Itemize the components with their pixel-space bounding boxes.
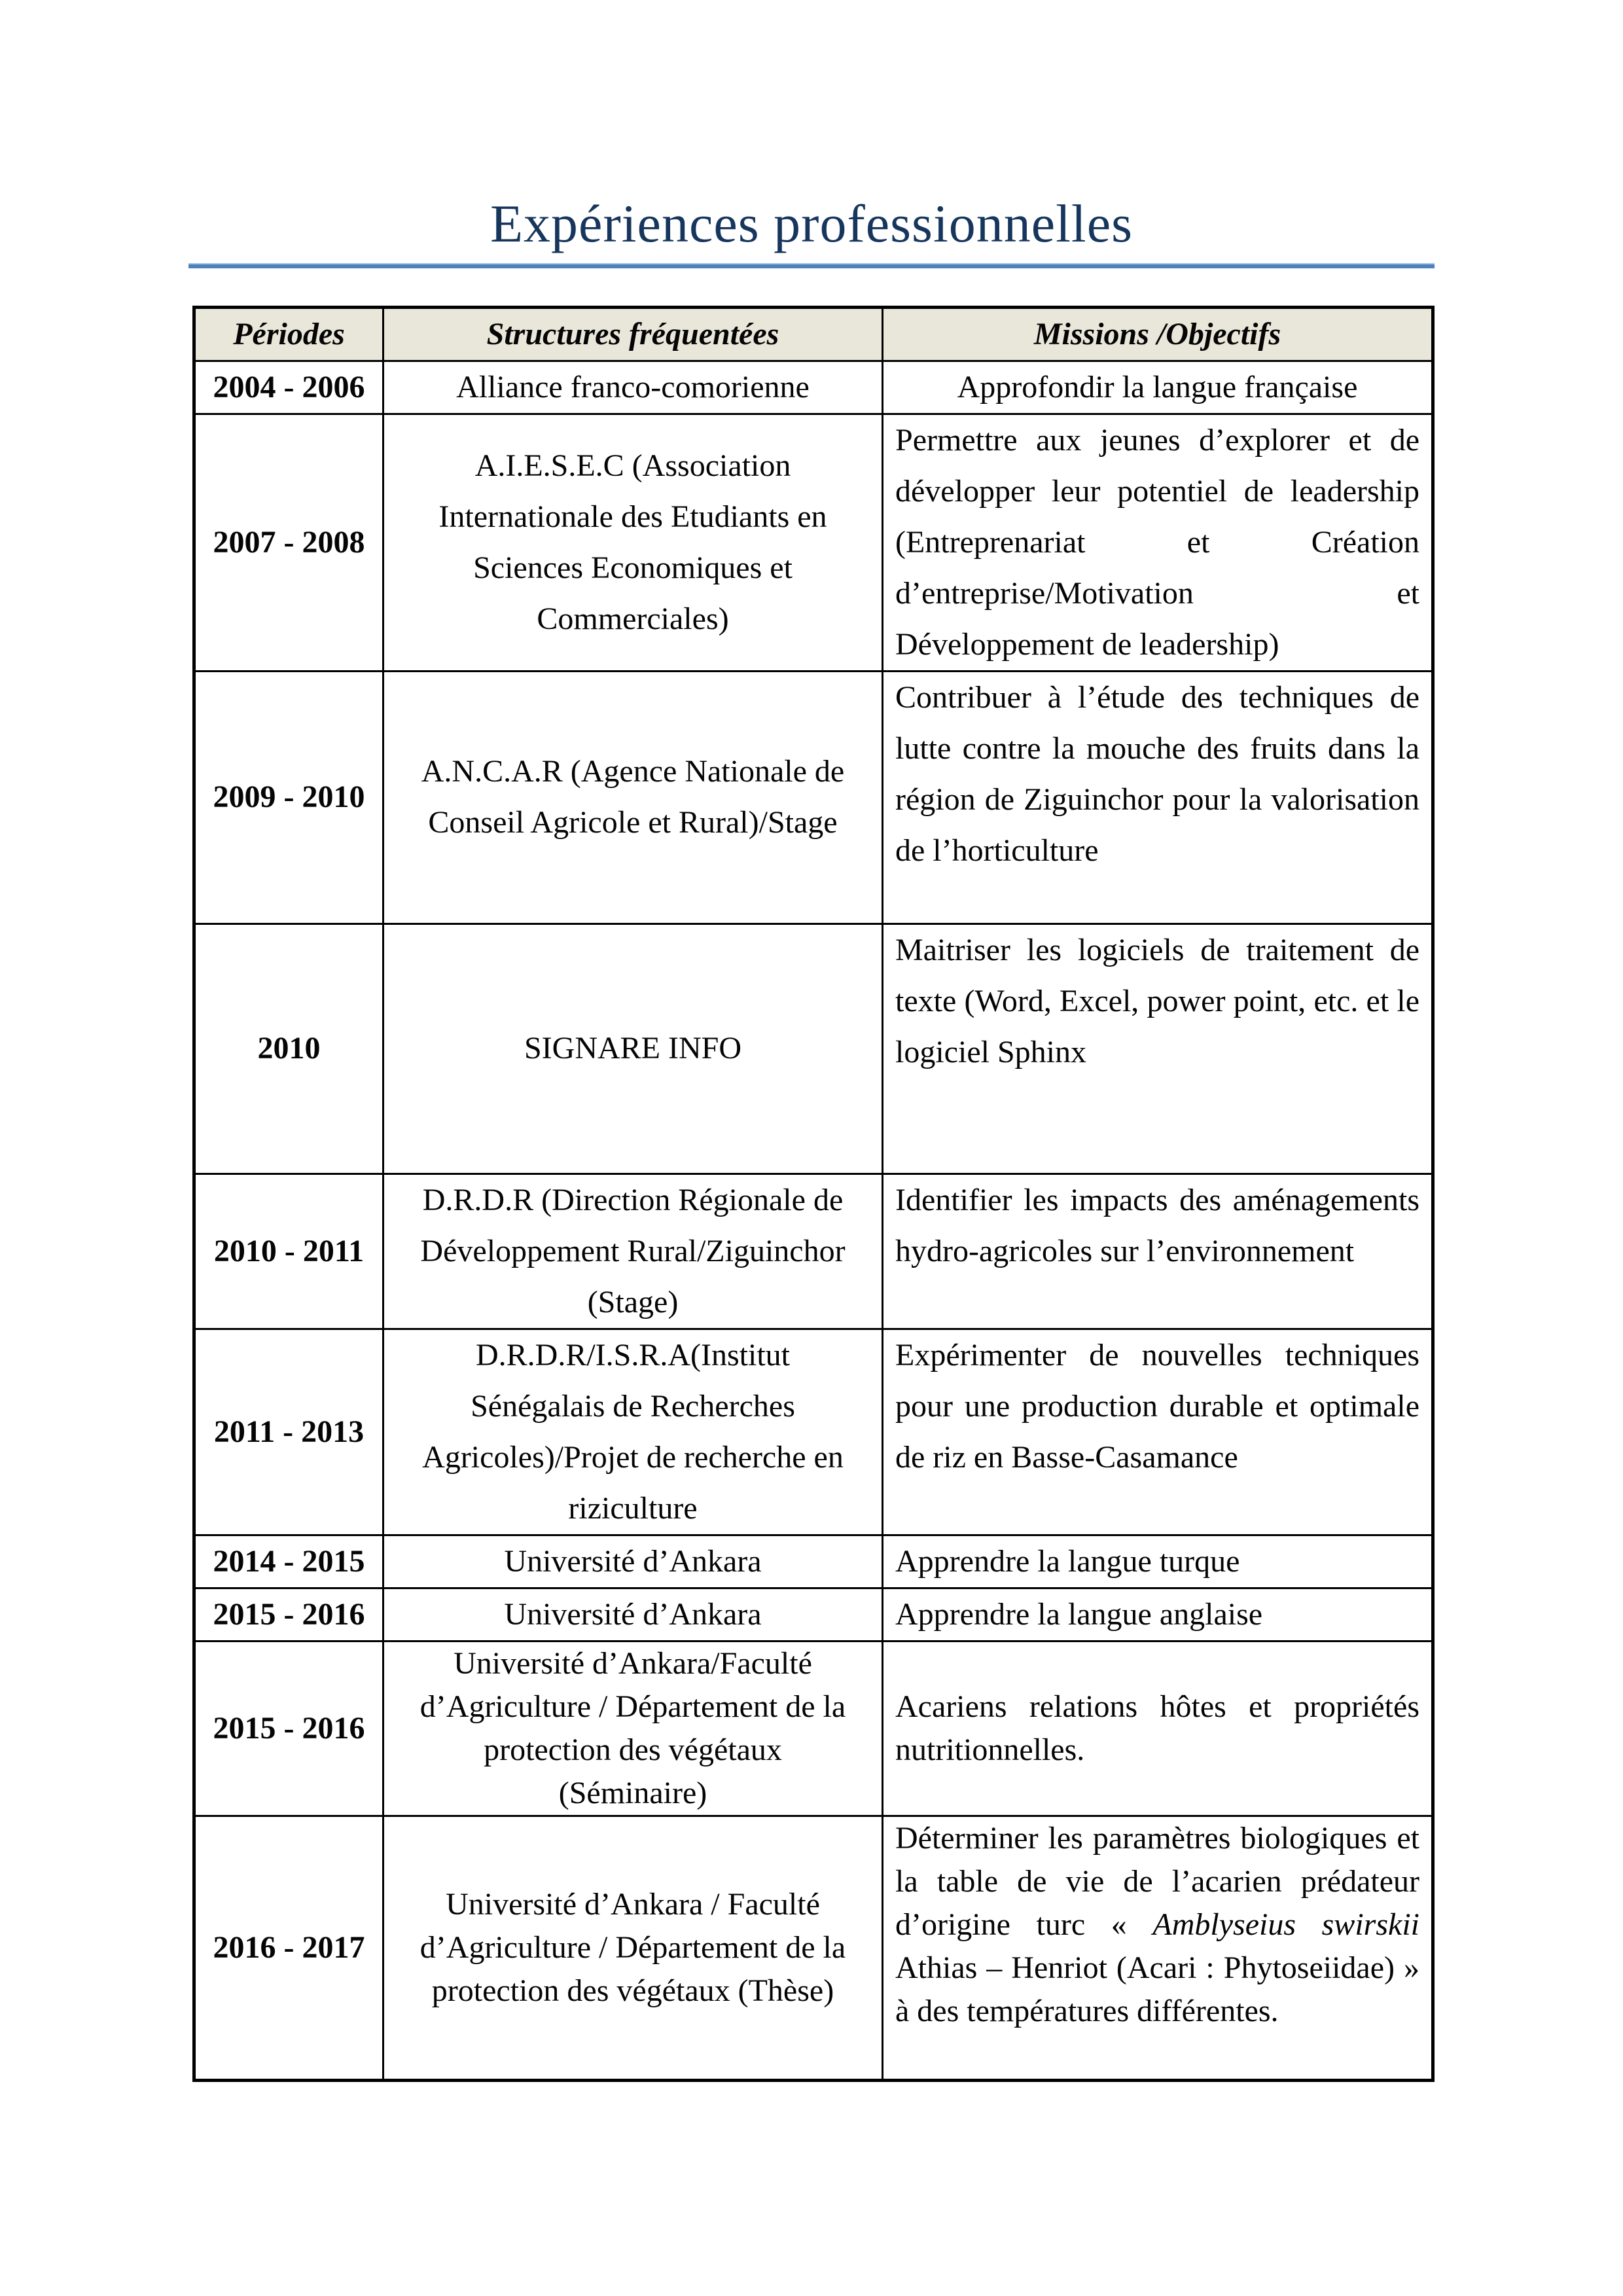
table-row [194, 361, 1433, 414]
structure-cell: Université d’Ankara [383, 1535, 883, 1588]
table-row [194, 1816, 1433, 2080]
period-cell: 2015 - 2016 [194, 1588, 383, 1641]
period-cell: 2010 - 2011 [194, 1174, 383, 1329]
period-cell: 2011 - 2013 [194, 1329, 383, 1535]
page-title: Expériences professionnelles [490, 194, 1133, 253]
header-structures: Structures fréquentées [383, 307, 883, 361]
period-cell: 2014 - 2015 [194, 1535, 383, 1588]
structure-cell: A.N.C.A.R (Agence Nationale de Conseil Agricole et Rural)/Stage [383, 671, 883, 924]
table-row [194, 1588, 1433, 1641]
period-cell: 2009 - 2010 [194, 671, 383, 924]
structure-cell: A.I.E.S.E.C (Association Internationale des Etudiants en Sciences Economiques et Commerciales) [383, 414, 883, 671]
mission-cell: Apprendre la langue anglaise [883, 1588, 1433, 1641]
table-row [194, 1174, 1433, 1329]
table-row [194, 1535, 1433, 1588]
mission-cell: Identifier les impacts des aménagements hydro-agricoles sur l’environnement [883, 1174, 1433, 1329]
structure-cell: D.R.D.R/I.S.R.A(Institut Sénégalais de Recherches Agricoles)/Projet de recherche en riziculture [383, 1329, 883, 1535]
species-name-italic: Amblyseius swirskii [1152, 1907, 1419, 1942]
mission-cell: Permettre aux jeunes d’explorer et de développer leur potentiel de leadership (Entreprenariat et Création d’entreprise/Motivation et Développement de leadership) [883, 414, 1433, 671]
title-underline-rule [188, 263, 1435, 268]
mission-cell [883, 1816, 1433, 2080]
period-cell: 2010 [194, 924, 383, 1174]
structure-cell: D.R.D.R (Direction Régionale de Développement Rural/Ziguinchor (Stage) [383, 1174, 883, 1329]
mission-cell: Expérimenter de nouvelles techniques pour une production durable et optimale de riz en Basse-Casamance [883, 1329, 1433, 1535]
table-row [194, 924, 1433, 1174]
mission-cell: Acariens relations hôtes et propriétés nutritionnelles. [883, 1641, 1433, 1816]
period-cell: 2015 - 2016 [194, 1641, 383, 1816]
period-cell: 2016 - 2017 [194, 1816, 383, 2080]
structure-cell: Alliance franco-comorienne [383, 361, 883, 414]
structure-cell: SIGNARE INFO [383, 924, 883, 1174]
mission-cell: Approfondir la langue française [883, 361, 1433, 414]
mission-text-pre: Déterminer les paramètres biologiques et la table de vie de l’acarien prédateur d’origine turc « [895, 1820, 1419, 1942]
period-cell: 2004 - 2006 [194, 361, 383, 414]
structure-cell: Université d’Ankara [383, 1588, 883, 1641]
table-row [194, 1641, 1433, 1816]
table-header-row [194, 307, 1433, 361]
structure-cell: Université d’Ankara/Faculté d’Agriculture / Département de la protection des végétaux (Séminaire) [383, 1641, 883, 1816]
mission-cell: Contribuer à l’étude des techniques de lutte contre la mouche des fruits dans la région de Ziguinchor pour la valorisation de l’horticulture [883, 671, 1433, 924]
header-missions: Missions /Objectifs [883, 307, 1433, 361]
mission-cell: Maitriser les logiciels de traitement de texte (Word, Excel, power point, etc. et le logiciel Sphinx [883, 924, 1433, 1174]
experience-table [192, 306, 1435, 2082]
period-cell: 2007 - 2008 [194, 414, 383, 671]
table-row [194, 671, 1433, 924]
table-row [194, 414, 1433, 671]
structure-cell: Université d’Ankara / Faculté d’Agriculture / Département de la protection des végétaux (Thèse) [383, 1816, 883, 2080]
mission-cell: Apprendre la langue turque [883, 1535, 1433, 1588]
mission-text-post: Athias – Henriot (Acari : Phytoseiidae) » à des températures différentes. [895, 1950, 1419, 2028]
header-periodes: Périodes [194, 307, 383, 361]
table-row [194, 1329, 1433, 1535]
